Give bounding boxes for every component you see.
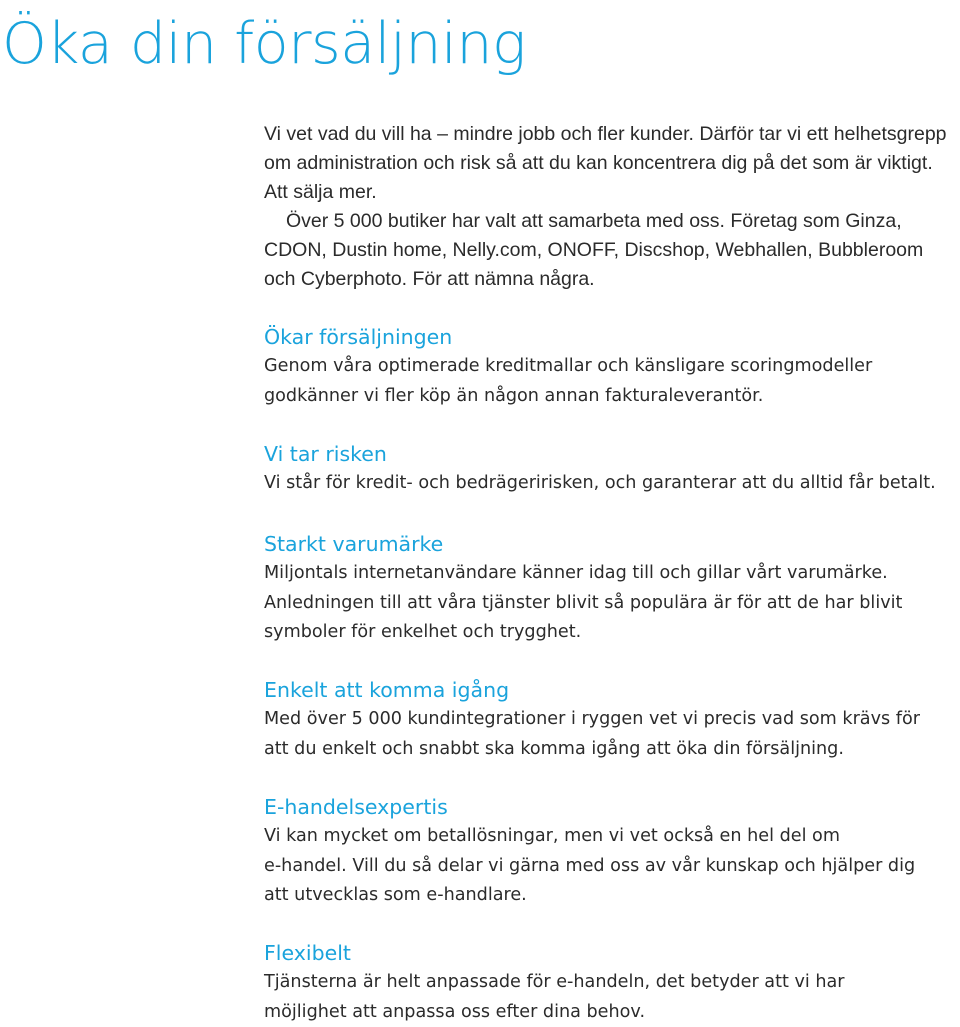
section-body [264, 469, 956, 499]
section-heading: Flexibelt [264, 938, 956, 968]
section-body [264, 822, 956, 911]
section-starkt-varumarke [264, 529, 956, 648]
section-body-line: e-handel. Vill du så delar vi gärna med oss av vår kunskap och hjälper dig [264, 852, 956, 882]
section-body [264, 968, 956, 1027]
intro-paragraph-2: Över 5 000 butiker har valt att samarbeta med oss. Företag som Ginza, CDON, Dustin home, Nelly.com, ONOFF, Discshop, Webhallen, Bubbleroom och Cyberphoto. För att nämna några. [264, 207, 954, 294]
section-body-line: Vi står för kredit- och bedrägeririsken, och garanterar att du alltid får betalt. [264, 469, 956, 499]
section-heading: Starkt varumärke [264, 529, 956, 559]
section-body-line: Med över 5 000 kundintegrationer i ryggen vet vi precis vad som krävs för [264, 705, 956, 735]
section-body-line: Vi kan mycket om betallösningar, men vi vet också en hel del om [264, 822, 956, 852]
section-body-line: möjlighet att anpassa oss efter dina behov. [264, 998, 956, 1027]
section-body-line: Anledningen till att våra tjänster blivit så populära är för att de har blivit [264, 589, 956, 619]
section-heading: Ökar försäljningen [264, 322, 956, 352]
section-body-line: Tjänsterna är helt anpassade för e-handeln, det betyder att vi har [264, 968, 956, 998]
section-body [264, 705, 956, 764]
section-heading: Enkelt att komma igång [264, 675, 956, 705]
section-enkelt-att-komma-igang [264, 675, 956, 764]
section-flexibelt [264, 938, 956, 1027]
intro-paragraph-1: Vi vet vad du vill ha – mindre jobb och fler kunder. Därför tar vi ett helhetsgrepp om administration och risk så att du kan koncentrera dig på det som är viktigt. Att sälja mer. [264, 120, 954, 207]
section-okar-forsaljningen [264, 322, 956, 411]
section-body-line: Miljontals internetanvändare känner idag till och gillar vårt varumärke. [264, 559, 956, 589]
section-body-line: Genom våra optimerade kreditmallar och känsligare scoringmodeller [264, 352, 956, 382]
section-body-line: godkänner vi fler köp än någon annan fakturaleverantör. [264, 382, 956, 412]
section-body-line: symboler för enkelhet och trygghet. [264, 618, 956, 648]
section-e-handelsexpertis [264, 792, 956, 911]
section-body-line: att du enkelt och snabbt ska komma igång att öka din försäljning. [264, 735, 956, 765]
section-heading: Vi tar risken [264, 439, 956, 469]
section-heading: E-handelsexpertis [264, 792, 956, 822]
intro-text [264, 120, 954, 294]
section-body [264, 559, 956, 648]
section-vi-tar-risken [264, 439, 956, 499]
section-body [264, 352, 956, 411]
section-body-line: att utvecklas som e-handlare. [264, 881, 956, 911]
page-title: Öka din försäljning [2, 8, 526, 80]
